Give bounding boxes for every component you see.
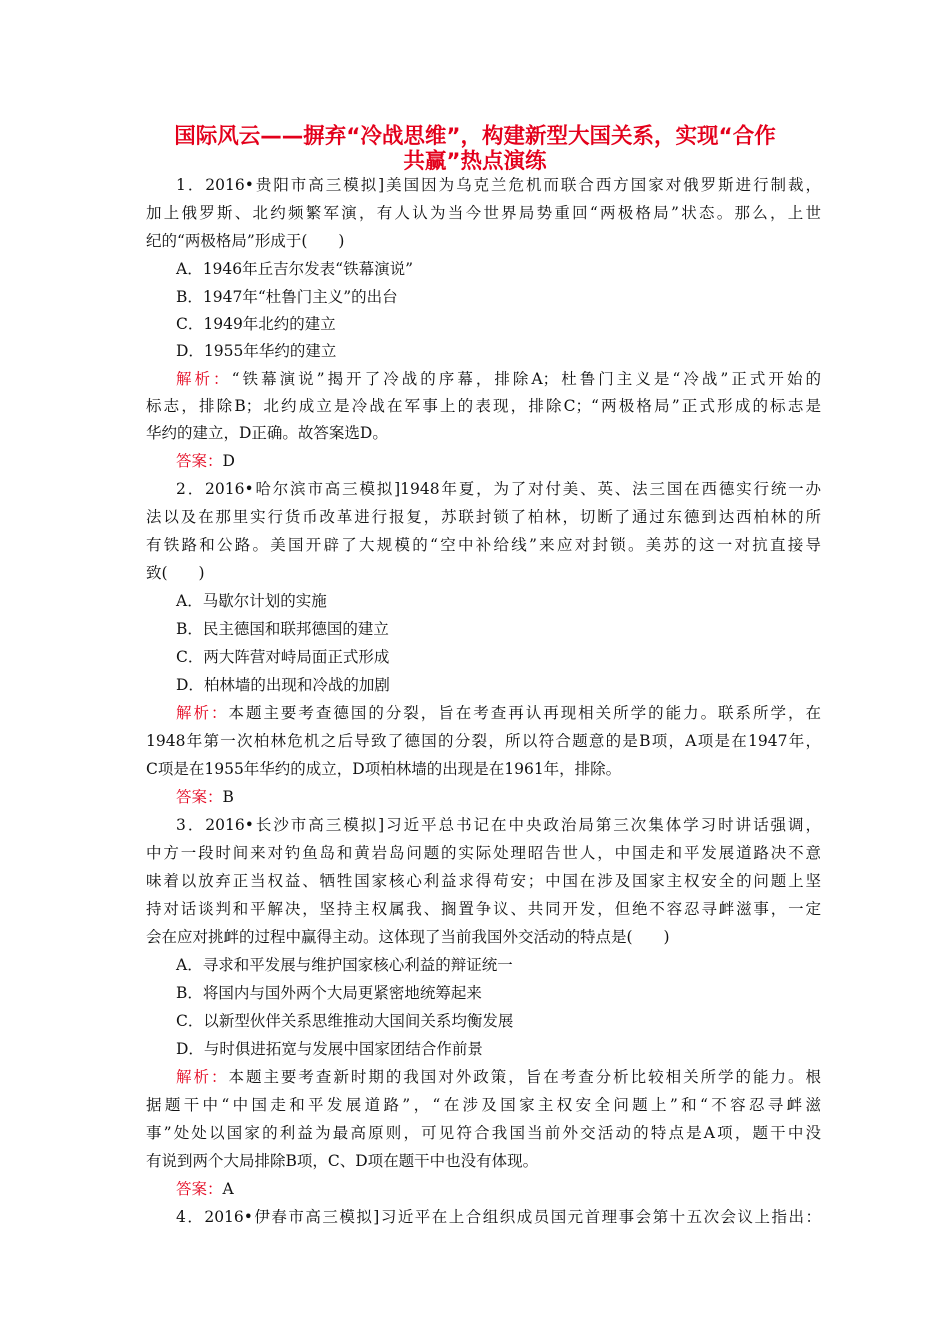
q1-stem-line: 1．2016•贵阳市高三模拟]美国因为乌克兰危机而联合西方国家对俄罗斯进行制裁， (176, 176, 821, 194)
q2-option-c: C．两大阵营对峙局面正式形成 (176, 648, 390, 666)
analysis-label: 解析： (176, 1068, 229, 1086)
q2-stem-line: 致( ) (146, 564, 205, 582)
q1-stem-line: 加上俄罗斯、北约频繁军演，有人认为当今世界局势重回“两极格局”状态。那么，上世 (146, 204, 821, 222)
q1-analysis-line (176, 369, 821, 389)
q3-option-b: B．将国内与国外两个大局更紧密地统筹起来 (176, 984, 482, 1002)
q3-analysis-line: 有说到两个大局排除B项，C、D项在题干中也没有体现。 (146, 1152, 539, 1170)
q3-stem-line: 持对话谈判和平解决，坚持主权属我、搁置争议、共同开发，但绝不容忍寻衅滋事，一定 (146, 900, 821, 918)
q1-option-d: D．1955年华约的建立 (176, 342, 337, 360)
analysis-text: 本题主要考查德国的分裂，旨在考查再认再现相关所学的能力。联系所学，在 (228, 704, 821, 722)
q1-analysis-line: 华约的建立，D正确。故答案选D。 (146, 424, 388, 442)
q3-answer (176, 1179, 234, 1199)
q2-analysis-line (176, 703, 821, 723)
q1-stem-line: 纪的“两极格局”形成于( ) (146, 232, 345, 250)
q2-option-a: A．马歇尔计划的实施 (176, 592, 327, 610)
q2-analysis-line: C项是在1955年华约的成立，D项柏林墙的出现是在1961年，排除。 (146, 760, 622, 778)
q3-analysis-line: 据题干中“中国走和平发展道路”，“在涉及国家主权安全问题上”和“不容忍寻衅滋 (146, 1096, 821, 1114)
q3-option-d: D．与时俱进拓宽与发展中国家团结合作前景 (176, 1040, 483, 1058)
title-line-2: 共赢”热点演练 (403, 149, 547, 174)
q2-stem-line: 法以及在那里实行货币改革进行报复，苏联封锁了柏林，切断了通过东德到达西柏林的所 (146, 508, 821, 526)
answer-label: 答案： (176, 788, 223, 806)
analysis-label: 解析： (176, 370, 232, 388)
q2-stem-line: 2．2016•哈尔滨市高三模拟]1948年夏，为了对付美、英、法三国在西德实行统一办 (176, 480, 821, 498)
q2-stem-line: 有铁路和公路。美国开辟了大规模的“空中补给线”来应对封锁。美苏的这一对抗直接导 (146, 536, 821, 554)
q2-answer (176, 787, 234, 807)
answer-value: D (222, 452, 235, 470)
q3-analysis-line (176, 1067, 821, 1087)
q1-answer (176, 451, 235, 471)
answer-value: A (222, 1180, 234, 1198)
title-line-1: 国际风云——摒弃“冷战思维”，构建新型大国关系，实现“合作 (174, 124, 776, 149)
q3-stem-line: 中方一段时间来对钓鱼岛和黄岩岛问题的实际处理昭告世人，中国走和平发展道路决不意 (146, 844, 821, 862)
answer-value: B (222, 788, 234, 806)
q4-stem-line: 4．2016•伊春市高三模拟]习近平在上合组织成员国元首理事会第十五次会议上指出： (176, 1208, 821, 1226)
analysis-text: “铁幕演说”揭开了冷战的序幕，排除A；杜鲁门主义是“冷战”正式开始的 (231, 370, 821, 388)
q3-analysis-line: 事”处处以国家的利益为最高原则，可见符合我国当前外交活动的特点是A项，题干中没 (146, 1124, 821, 1142)
answer-label: 答案： (176, 1180, 223, 1198)
q3-stem-line: 会在应对挑衅的过程中赢得主动。这体现了当前我国外交活动的特点是( ) (146, 928, 670, 946)
q2-analysis-line: 1948年第一次柏林危机之后导致了德国的分裂，所以符合题意的是B项，A项是在1947年， (146, 732, 821, 750)
q2-option-d: D．柏林墙的出现和冷战的加剧 (176, 676, 390, 694)
analysis-text: 本题主要考查新时期的我国对外政策，旨在考查分析比较相关所学的能力。根 (228, 1068, 821, 1086)
analysis-label: 解析： (176, 704, 229, 722)
q2-option-b: B．民主德国和联邦德国的建立 (176, 620, 389, 638)
q1-analysis-line: 标志，排除B；北约成立是冷战在军事上的表现，排除C；“两极格局”正式形成的标志是 (146, 397, 821, 415)
answer-label: 答案： (176, 452, 223, 470)
q1-option-b: B．1947年“杜鲁门主义”的出台 (176, 288, 398, 306)
q3-option-c: C．以新型伙伴关系思维推动大国间关系均衡发展 (176, 1012, 514, 1030)
q3-stem-line: 3．2016•长沙市高三模拟]习近平总书记在中央政治局第三次集体学习时讲话强调， (176, 816, 821, 834)
q3-stem-line: 味着以放弃正当权益、牺牲国家核心利益求得苟安；中国在涉及国家主权安全的问题上坚 (146, 872, 821, 890)
q1-option-c: C．1949年北约的建立 (176, 315, 336, 333)
q1-option-a: A．1946年丘吉尔发表“铁幕演说” (176, 260, 413, 278)
q3-option-a: A．寻求和平发展与维护国家核心利益的辩证统一 (176, 956, 513, 974)
